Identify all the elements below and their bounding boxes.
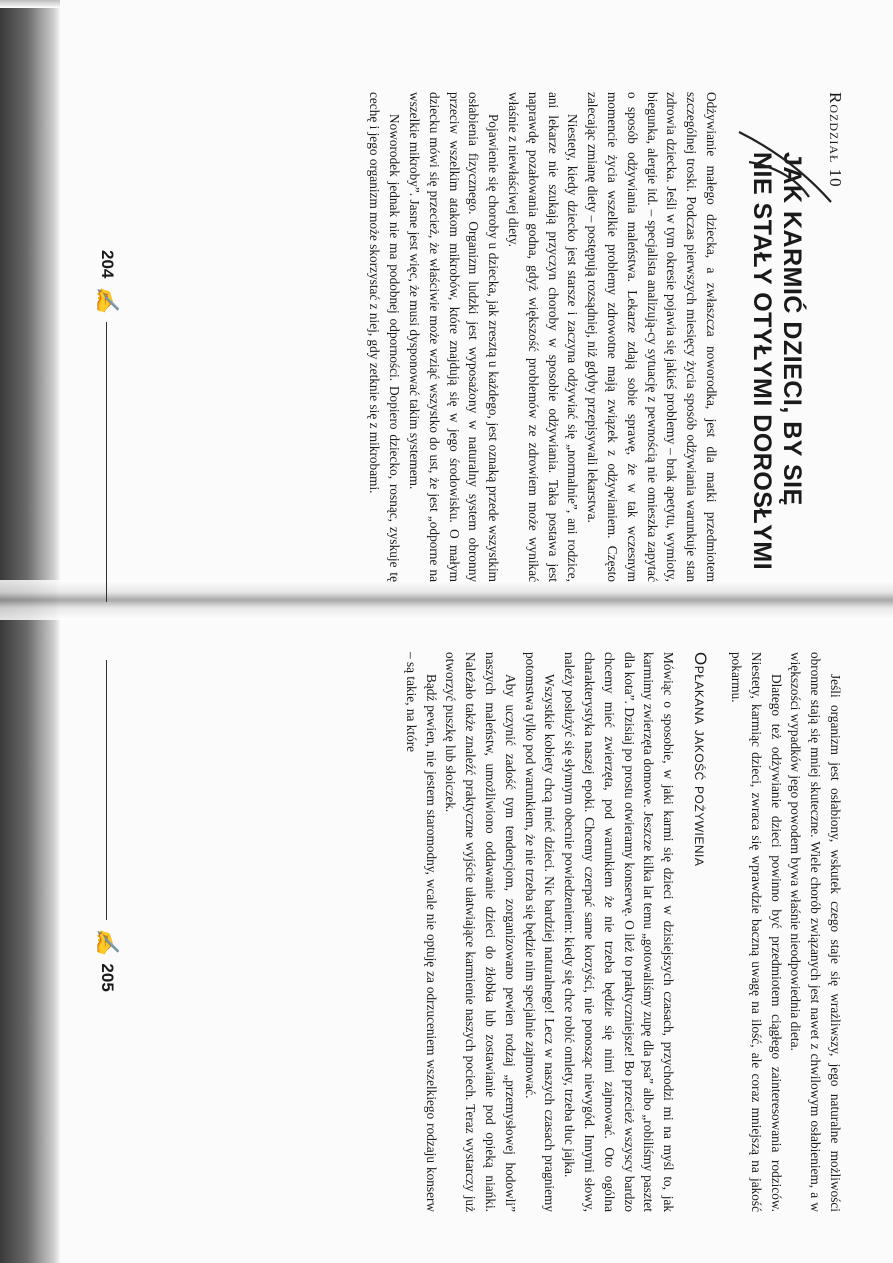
- paragraph: Jeśli organizm jest osłabiony, wskutek czego staje się wrażliwszy, jego naturalne możliwości obronne stają się mniej skuteczne. Wiele chorób związanych jest nawet z chwilowym osłabieniem, a w większości wypadków jego powodem bywa właśnie nieodpowiednia dieta.: [788, 652, 843, 1212]
- footer-rule: [107, 660, 108, 920]
- publisher-logo-icon: ✍: [94, 286, 120, 314]
- footer-rule: [107, 322, 108, 602]
- paragraph: Pojawienie się choroby u dziecka, jak zresztą u każdego, jest oznaką przede wszystkim osłabienia fizycznego. Organizm ludzki jest wyposażony w naturalny system obronny przeciw wszelkim atakom mikrobów, które znajdują się w jego środowisku. O małym dziecku mówi się przecież, że właściwie może wziąć wszystko do ust, że jest „odporne na wszelkie mikroby”. Jasne jest więc, że musi dysponować takim systemem.: [407, 92, 502, 582]
- book-spine: [0, 580, 893, 620]
- title-swash-icon: [729, 122, 839, 212]
- section-heading: Opłakana jakość pożywienia: [691, 652, 711, 867]
- right-page: [125, 652, 845, 1212]
- left-page-footer: [94, 250, 120, 602]
- scanner-edge: [0, 0, 60, 1263]
- paragraph: Noworodek jednak nie ma podobnej odporności. Dopiero dziecko, rosnąc, zyskuje tę cechę i jego organizm może skorzystać z niej, gdy zetknie się z mikrobami.: [367, 92, 403, 582]
- paragraph: Aby uczynić zadość tym tendencjom, zorganizowano pewien rodzaj „przemysłowej hodowli” naszych maleństw, umożliwiono oddawanie dzieci do żłobka lub zostawianie pod opieką niańki. Należało także znaleźć praktyczne wyjście ułatwiające karmienie naszych pociech. Teraz wystarczy już otworzyć puszkę lub słoiczek.: [443, 652, 518, 1212]
- page-number: 204: [98, 250, 117, 279]
- page-number: 205: [98, 963, 117, 992]
- publisher-logo-icon: ✍: [94, 928, 120, 956]
- paragraph: Dlatego też odżywianie dzieci powinno być przedmiotem ciągłego zainteresowania rodziców. Niestety, karmiąc dzieci, zwraca się wprawdzie baczną uwagę na ilość, ale coraz mniejszą na jakość pokarmu.: [729, 652, 784, 1212]
- paragraph: Bądź pewien, nie jestem staromodny, wcale nie optuję za odrzuceniem wszelkiego rodzaju konserw – są takie, na które: [403, 652, 439, 1212]
- paragraph: Wszystkie kobiety chcą mieć dzieci. Nic bardziej naturalnego! Lecz w naszych czasach pragniemy potomstwa tylko pod warunkiem, że nie trzeba się będzie nim specjalnie zajmować.: [522, 652, 558, 1212]
- chapter-title: [747, 152, 807, 582]
- left-page: [125, 92, 845, 582]
- chapter-label: Rozdział 10: [826, 92, 845, 188]
- right-page-footer: [94, 660, 120, 992]
- paragraph: Odżywianie małego dziecka, a zwłaszcza noworodka, jest dla matki przedmiotem szczególnej troski. Podczas pierwszych miesięcy życia sposób odżywiania warunkuje stan zdrowia dziecka. Jeśli w tym okresie pojawia się jakieś problemy – brak apetytu, wymioty, biegunka, alergie itd. – specjalista analizują-cy sytuację z pewnością nie omieszka zapytać o sposób odżywiania maleństwa. Lekarze zdają sobie sprawę, że w tak wczesnym momencie życia wszelkie problemy zdrowotne mają związek z odżywianiem. Często zalecając zmianę diety – postępują rozsądniej, niż gdyby przepisywali lekarstwa.: [585, 92, 719, 582]
- chapter-title-line1: JAK KARMIĆ DZIECI, BY SIĘ: [778, 152, 806, 506]
- paragraph: Niestety, kiedy dziecko jest starsze i zaczyna odżywiać się „normalnie”, ani rodzice, ani lekarze nie szukają przyczyn choroby w sposobie odżywiania. Taka postawa jest naprawdę pozałowania godna, gdyż większość problemów ze zdrowiem może wynikać właśnie z niewłaściwej diety.: [506, 92, 581, 582]
- chapter-title-line2: NIE STAŁY OTYŁYMI DOROSŁYMI: [748, 152, 776, 571]
- paragraph: Mówiąc o sposobie, w jaki karmi się dzieci w dzisiejszych czasach, przychodzi mi na myśl to, jak karmimy zwierzęta domowe. Jeszcze kilka lat temu „gotowaliśmy zupę dla psa” albo „robiliśmy pasztet dla kota”. Dzisiaj po prostu otwieramy konserwę. O ileż to praktyczniejsze! Bo przecież wszyscy bardzo chcemy mieć zwierzęta, pod warunkiem że nie trzeba będzie się nimi zajmować. Oto ogólna charakterystyka naszej epoki. Chcemy czerpać same korzyści, nie ponosząc niewygód. Innymi słowy, należy posłużyć się słynnym obecnie powiedzeniem: kiedy się chce robić omlety, trzeba tłuc jajka.: [562, 652, 677, 1212]
